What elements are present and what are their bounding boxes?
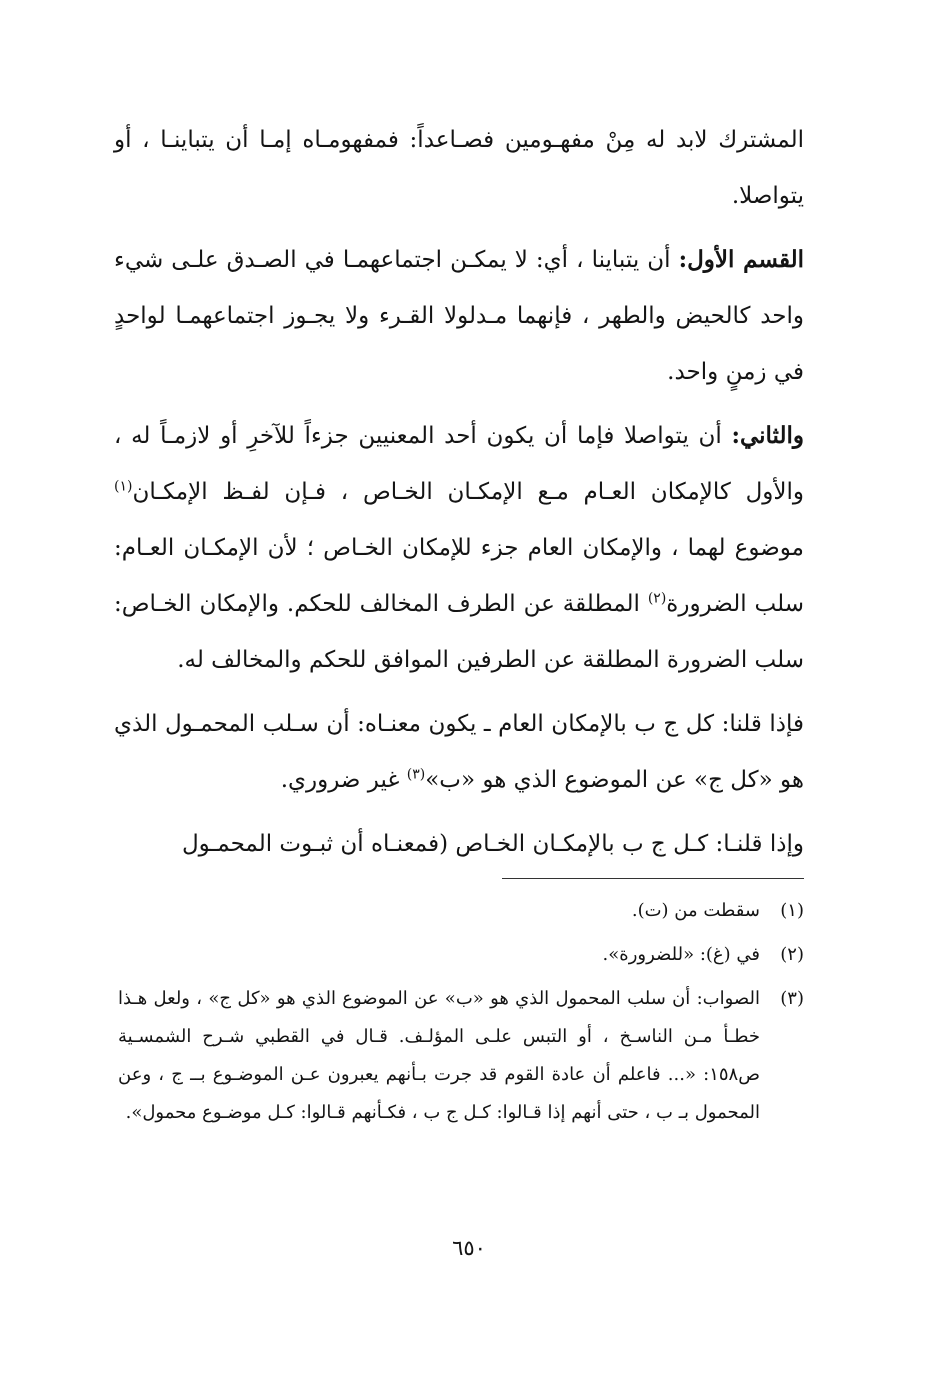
main-text xyxy=(114,112,804,872)
paragraph-1 xyxy=(114,112,804,224)
section-heading-second: والثاني: xyxy=(731,422,804,449)
footnote-item xyxy=(118,936,804,974)
footnote-ref-3[interactable]: (٣) xyxy=(406,766,426,783)
footnote-text: الصواب: أن سلب المحمول الذي هو «ب» عن الموضوع الذي هو «كل ج» ، ولعل هـذا خطـأ مـن الناسـخ ، أو التبس علـى المؤلـف. قـال في القطبي شـرح الشمسـية ص١٥٨: «... فاعلم أن عادة القوم قد جرت بـأنهم يعبرون عـن الموضـوع بــ ج ، وعن المحمول بـ ب ، حتى أنهم إذا قـالوا: كـل ج ب ، فكـأنهم قـالوا: كـل موضـوع محمول». xyxy=(118,988,761,1123)
paragraph-1-text: المشترك لابد له مِنْ مفهـومين فصـاعداً: فمفهومـاه إمـا أن يتباينـا ، أو يتواصلا. xyxy=(114,127,804,209)
paragraph-4-text-a: فإذا قلنا: كل ج ب بالإمكان العام ـ يكون معنـاه: أن سـلب المحمـول الذي هو «كل ج» عن الموضوع الذي هو «ب» xyxy=(114,711,804,793)
footnote-number: (٢) xyxy=(780,944,804,965)
page-number: ٦٥٠ xyxy=(452,1236,486,1260)
footnotes xyxy=(118,892,804,1138)
paragraph-4 xyxy=(114,696,804,808)
footnote-divider xyxy=(502,878,804,879)
paragraph-2 xyxy=(114,232,804,400)
paragraph-4-text-b: غير ضروري. xyxy=(280,767,407,793)
footnote-text: في (غ): «للضرورة». xyxy=(602,944,760,965)
paragraph-3 xyxy=(114,408,804,688)
footnote-ref-1[interactable]: (١) xyxy=(114,478,133,495)
paragraph-3-text-c: المطلقة عن الطرف المخالف للحكم. والإمكان الخـاص: سلب الضرورة المطلقة عن الطرفين الموافق للحكم والمخالف له. xyxy=(114,591,804,673)
paragraph-5 xyxy=(114,816,804,872)
footnote-item xyxy=(118,892,804,930)
paragraph-5-text: وإذا قلنـا: كـل ج ب بالإمكـان الخـاص (فمعنـاه أن ثبـوت المحمـول xyxy=(181,831,804,857)
footnote-ref-2[interactable]: (٢) xyxy=(647,590,667,607)
paragraph-2-text: أن يتباينا ، أي: لا يمكـن اجتماعهمـا في الصـدق علـى شيء واحد كالحيض والطهر ، فإنهما مـدلولا القـرء ولا يجـوز اجتماعهمـا لواحدٍ في زمنٍ واحد. xyxy=(114,247,804,385)
footnote-item xyxy=(118,980,804,1132)
paragraph-3-text-a: أن يتواصلا فإما أن يكون أحد المعنيين جزءاً للآخرِ أو لازمـاً له ، والأول كالإمكان العـام مـع الإمكـان الخـاص ، فـإن لفـظ الإمكـان xyxy=(114,423,804,505)
paragraph-3-text-b: موضوع لهما ، والإمكان العام جزء للإمكان الخـاص ؛ لأن الإمكـان العـام: سلب الضرورة xyxy=(114,535,804,617)
footnote-number: (١) xyxy=(780,900,804,921)
footnote-text: سقطت من (ت). xyxy=(631,900,760,921)
footnote-number: (٣) xyxy=(780,988,804,1009)
section-heading-first: القسم الأول: xyxy=(678,246,805,273)
